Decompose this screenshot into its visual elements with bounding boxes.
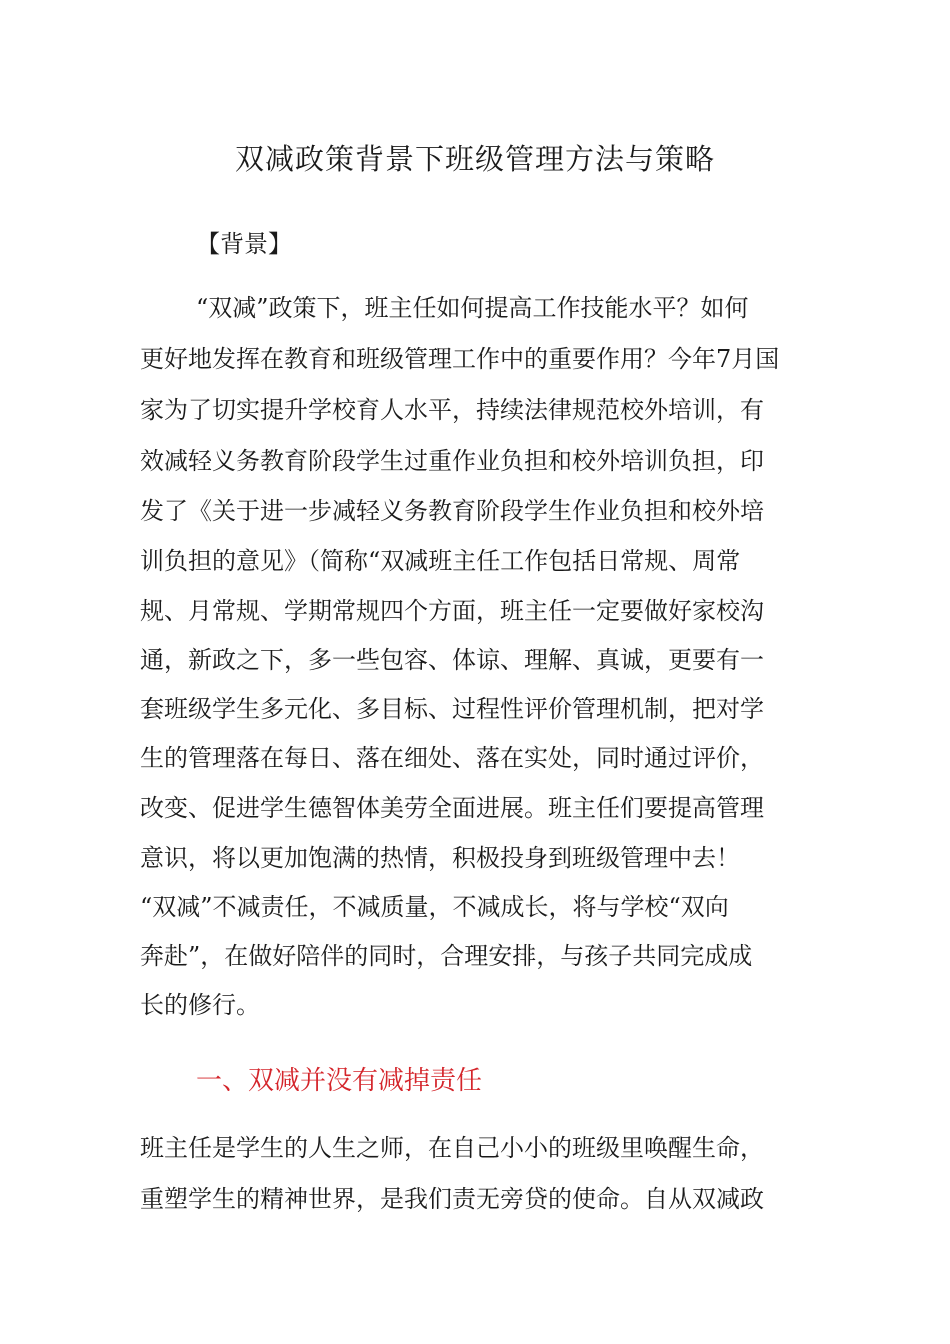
section-heading: 一、双减并没有减掉责任 bbox=[196, 1066, 483, 1096]
paragraph-line: 生的管理落在每日、落在细处、落在实处，同时通过评价， bbox=[140, 744, 764, 772]
paragraph-line: 奔赴”，在做好陪伴的同时，合理安排，与孩子共同完成成 bbox=[140, 942, 753, 970]
paragraph-line: 套班级学生多元化、多目标、过程性评价管理机制，把对学 bbox=[140, 695, 764, 723]
paragraph-line: 发了《关于进一步减轻义务教育阶段学生作业负担和校外培 bbox=[140, 497, 764, 525]
paragraph-line: 效减轻义务教育阶段学生过重作业负担和校外培训负担，印 bbox=[140, 447, 764, 475]
background-label: 【背景】 bbox=[196, 230, 292, 258]
document-title: 双减政策背景下班级管理方法与策略 bbox=[234, 142, 715, 176]
paragraph-line: “双减”政策下，班主任如何提高工作技能水平？如何 bbox=[196, 294, 749, 322]
paragraph-line: 规、月常规、学期常规四个方面，班主任一定要做好家校沟 bbox=[140, 597, 764, 625]
paragraph-line: 长的修行。 bbox=[140, 991, 260, 1019]
paragraph-line: 意识，将以更加饱满的热情，积极投身到班级管理中去！ bbox=[140, 844, 740, 872]
paragraph-line: 通，新政之下，多一些包容、体谅、理解、真诚，更要有一 bbox=[140, 646, 764, 674]
paragraph-line: “双减”不减责任，不减质量，不减成长，将与学校“双向 bbox=[140, 893, 729, 921]
paragraph-line: 更好地发挥在教育和班级管理工作中的重要作用？今年7月国 bbox=[140, 345, 780, 373]
paragraph-line: 家为了切实提升学校育人水平，持续法律规范校外培训，有 bbox=[140, 396, 764, 424]
paragraph-line: 班主任是学生的人生之师，在自己小小的班级里唤醒生命， bbox=[140, 1134, 764, 1162]
paragraph-line: 训负担的意见》（简称“双减班主任工作包括日常规、周常 bbox=[140, 547, 741, 575]
paragraph-line: 重塑学生的精神世界，是我们责无旁贷的使命。自从双减政 bbox=[140, 1185, 764, 1213]
paragraph-line: 改变、促进学生德智体美劳全面进展。班主任们要提高管理 bbox=[140, 794, 764, 822]
